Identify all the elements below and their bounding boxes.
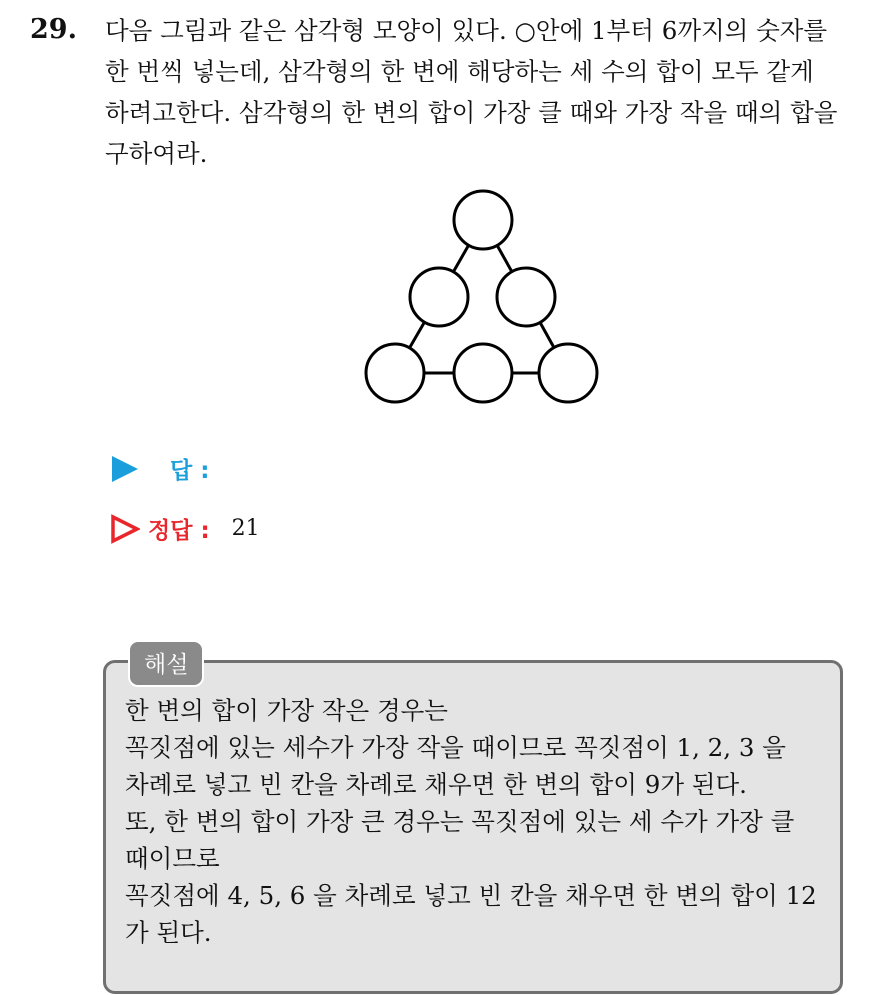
question-text xyxy=(105,10,865,174)
circle-bottom-middle xyxy=(454,344,512,402)
explanation-line: 꼭짓점에 4, 5, 6 을 차례로 넣고 빈 칸을 채우면 한 변의 합이 12 xyxy=(125,881,817,910)
explanation-line: 차례로 넣고 빈 칸을 차례로 채우면 한 변의 합이 9가 된다. xyxy=(125,770,747,799)
answer-label: 답 : xyxy=(170,458,210,484)
outline-triangle-icon xyxy=(110,514,140,544)
play-triangle-icon xyxy=(110,454,140,484)
circle-middle-right xyxy=(497,268,555,326)
correct-answer-label: 정답 : xyxy=(148,518,210,544)
question-line: 다음 그림과 같은 삼각형 모양이 있다. ○안에 1부터 6까지의 숫자를 xyxy=(105,16,828,45)
question-line: 구하여라. xyxy=(105,139,208,168)
explanation-tab: 해설 xyxy=(128,640,204,687)
circle-bottom-left xyxy=(366,344,424,402)
explanation-line: 꼭짓점에 있는 세수가 가장 작을 때이므로 꼭짓점이 1, 2, 3 을 xyxy=(125,733,786,762)
question-line: 하려고한다. 삼각형의 한 변의 합이 가장 클 때와 가장 작을 때의 합을 xyxy=(105,98,838,127)
question-line: 한 번씩 넣는데, 삼각형의 한 변에 해당하는 세 수의 합이 모두 같게 xyxy=(105,57,814,86)
triangle-circles-figure xyxy=(355,180,615,415)
correct-answer-row xyxy=(110,512,260,545)
question-number: 29. xyxy=(30,14,77,45)
circle-middle-left xyxy=(410,268,468,326)
answer-blank-row xyxy=(110,452,209,485)
explanation-text xyxy=(125,692,837,951)
explanation-line: 가 된다. xyxy=(125,918,212,947)
explanation-line: 또, 한 변의 합이 가장 큰 경우는 꼭짓점에 있는 세 수가 가장 클 xyxy=(125,807,795,836)
circle-bottom-right xyxy=(539,344,597,402)
correct-answer-value: 21 xyxy=(231,516,260,541)
explanation-line: 때이므로 xyxy=(125,844,220,873)
explanation-line: 한 변의 합이 가장 작은 경우는 xyxy=(125,696,448,725)
circle-top xyxy=(454,191,512,249)
